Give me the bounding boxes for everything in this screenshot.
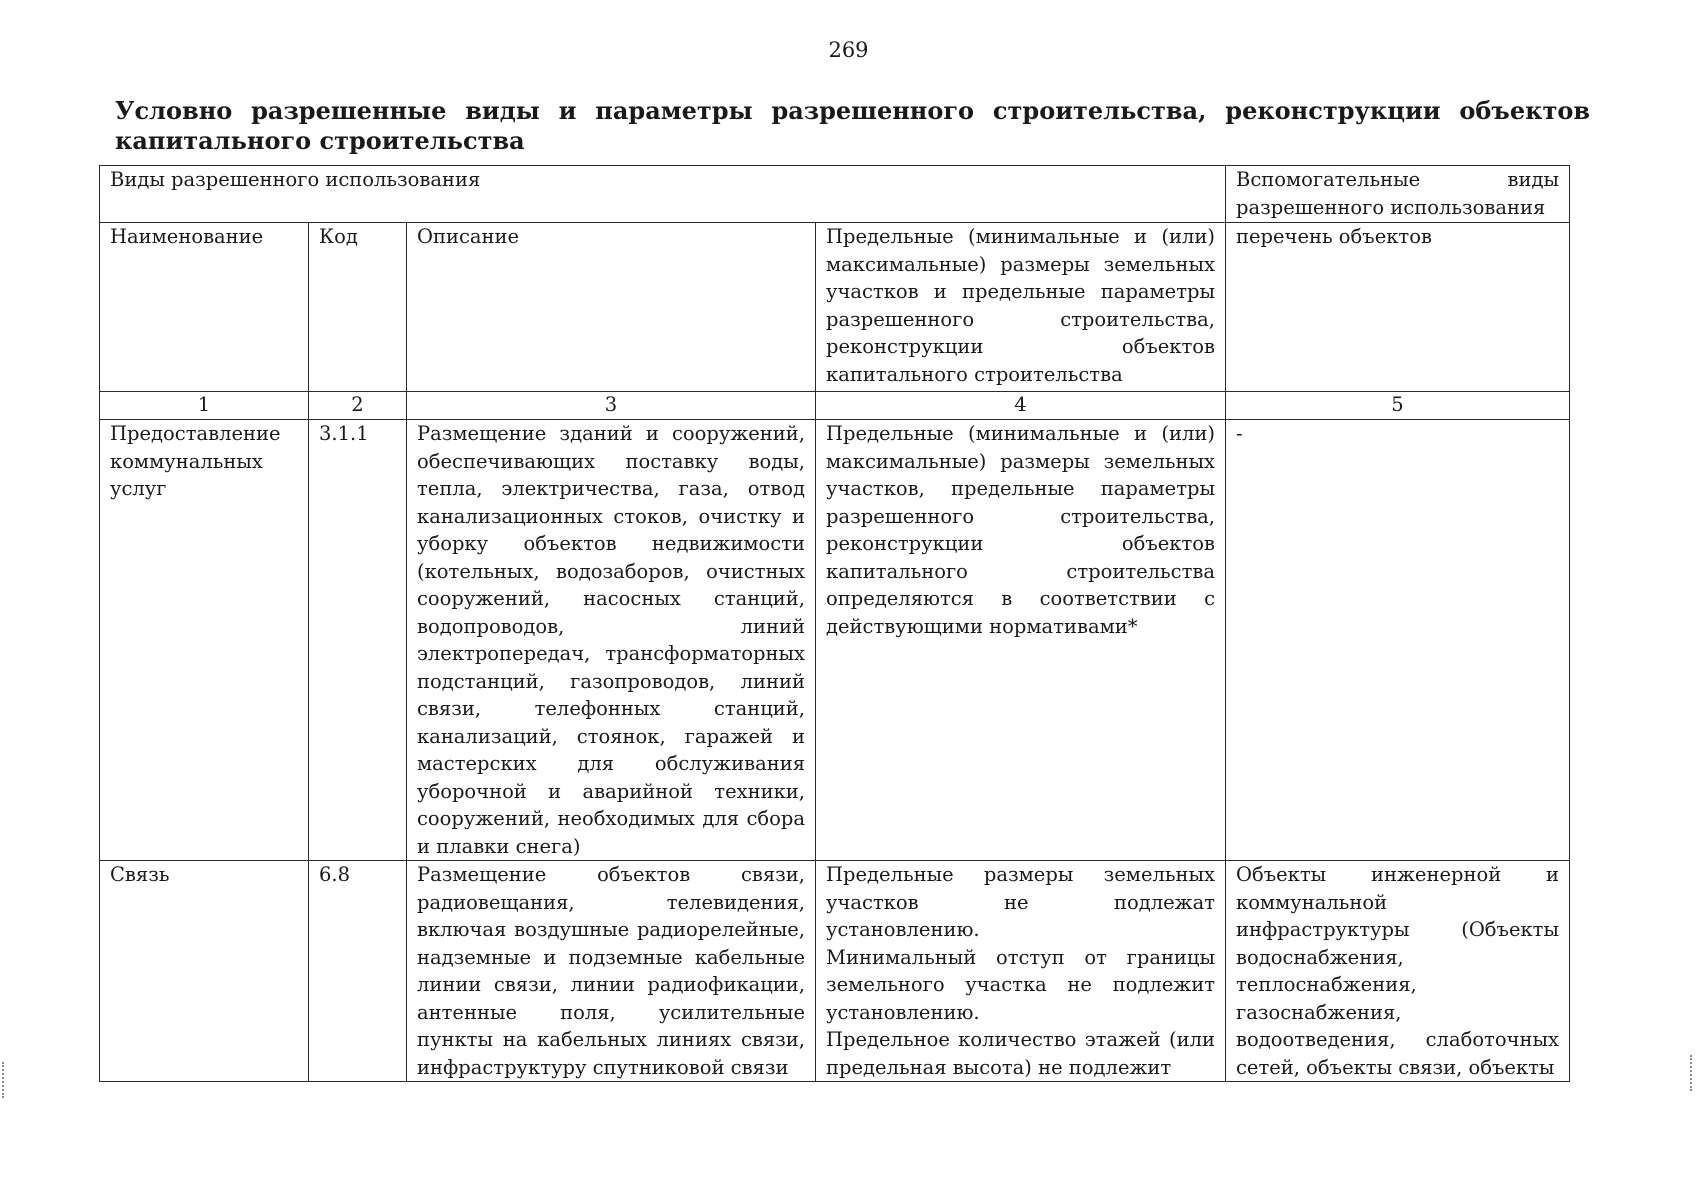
row-description: Размещение зданий и сооружений, обеспечивающих поставку воды, тепла, электричества, газа, отвод канализационных стоков, очистку и уборку объектов недвижимости (котельных, водозаборов, очистных сооружений, насосных станций, водопроводов, линий электропередач, трансформаторных подстанций, газопроводов, линий связи, телефонных станций, канализаций, стоянок, гаражей и мастерских для обслуживания уборочной и аварийной техники, сооружений, необходимых для сбора и плавки снега) bbox=[407, 420, 816, 861]
column-number-row bbox=[100, 392, 1570, 420]
group-header-row bbox=[100, 166, 1570, 223]
row-code: 6.8 bbox=[309, 861, 407, 1082]
column-number: 3 bbox=[407, 392, 816, 420]
row-limits bbox=[816, 861, 1226, 1082]
row-name: Связь bbox=[100, 861, 309, 1082]
column-number: 4 bbox=[816, 392, 1226, 420]
row-limits: Предельные (минимальные и (или) максимальные) размеры земельных участков, предельные параметры разрешенного строительства, реконструкции объектов капитального строительства определяются в соответствии с действующими нормативами* bbox=[816, 420, 1226, 861]
scan-margin-mark bbox=[2, 1062, 6, 1098]
group-header-auxiliary: Вспомогательные виды разрешенного использования bbox=[1226, 166, 1570, 223]
limits-line: Предельное количество этажей (или предельная высота) не подлежит bbox=[826, 1028, 1215, 1079]
table-row bbox=[100, 420, 1570, 861]
page-number: 269 bbox=[828, 38, 869, 62]
column-number: 1 bbox=[100, 392, 309, 420]
column-number: 2 bbox=[309, 392, 407, 420]
permitted-use-table bbox=[99, 165, 1570, 1082]
column-header-code: Код bbox=[309, 223, 407, 392]
column-header-description: Описание bbox=[407, 223, 816, 392]
row-code: 3.1.1 bbox=[309, 420, 407, 861]
limits-line: Минимальный отступ от границы земельного участка не подлежит установлению. bbox=[826, 945, 1215, 1024]
row-objects: Объекты инженерной и коммунальной инфраструктуры (Объекты водоснабжения, теплоснабжения, газоснабжения, водоотведения, слаботочных сетей, объекты связи, объекты bbox=[1226, 861, 1570, 1082]
table-row bbox=[100, 861, 1570, 1082]
row-objects: - bbox=[1226, 420, 1570, 861]
column-number: 5 bbox=[1226, 392, 1570, 420]
limits-line: Предельные размеры земельных участков не подлежат установлению. bbox=[826, 863, 1215, 941]
column-header-objects: перечень объектов bbox=[1226, 223, 1570, 392]
document-title: Условно разрешенные виды и параметры разрешенного строительства, реконструкции объектов капитального строительства bbox=[115, 96, 1590, 155]
column-header-limits: Предельные (минимальные и (или) максимальные) размеры земельных участков и предельные параметры разрешенного строительства, реконструкции объектов капитального строительства bbox=[816, 223, 1226, 392]
row-description: Размещение объектов связи, радиовещания, телевидения, включая воздушные радиорелейные, надземные и подземные кабельные линии связи, линии радиофикации, антенные поля, усилительные пункты на кабельных линиях связи, инфраструктуру спутниковой связи bbox=[407, 861, 816, 1082]
group-header-main: Виды разрешенного использования bbox=[100, 166, 1226, 223]
column-header-row bbox=[100, 223, 1570, 392]
scan-margin-mark bbox=[1690, 1055, 1694, 1091]
row-name: Предоставление коммунальных услуг bbox=[100, 420, 309, 861]
column-header-name: Наименование bbox=[100, 223, 309, 392]
